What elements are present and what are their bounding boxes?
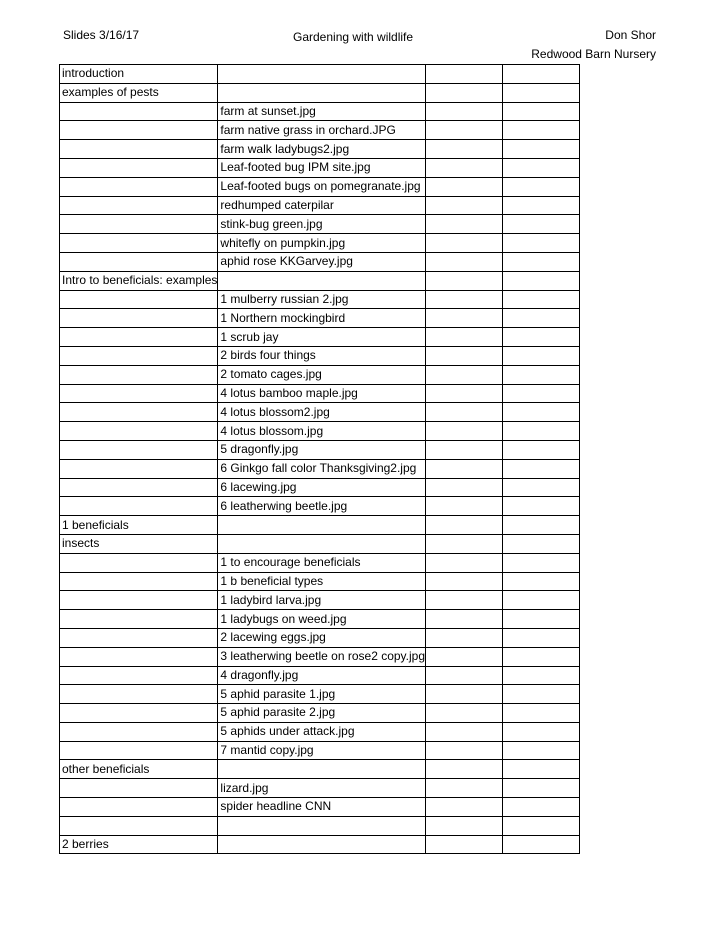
- slide-file-cell: [218, 65, 426, 84]
- section-cell: [60, 121, 218, 140]
- table-row: [60, 534, 580, 553]
- slide-file-cell: 1 Northern mockingbird: [218, 309, 426, 328]
- empty-cell: [426, 497, 503, 516]
- empty-cell: [503, 158, 580, 177]
- header-organization: Redwood Barn Nursery: [531, 47, 656, 61]
- section-cell: [60, 478, 218, 497]
- section-cell: [60, 647, 218, 666]
- empty-cell: [503, 384, 580, 403]
- empty-cell: [426, 816, 503, 835]
- empty-cell: [503, 177, 580, 196]
- slide-file-cell: Leaf-footed bugs on pomegranate.jpg: [218, 177, 426, 196]
- empty-cell: [426, 478, 503, 497]
- empty-cell: [426, 572, 503, 591]
- table-row: [60, 290, 580, 309]
- empty-cell: [503, 140, 580, 159]
- table-row: [60, 215, 580, 234]
- slide-file-cell: spider headline CNN: [218, 798, 426, 817]
- slide-file-cell: farm walk ladybugs2.jpg: [218, 140, 426, 159]
- slide-file-cell: farm native grass in orchard.JPG: [218, 121, 426, 140]
- section-cell: [60, 741, 218, 760]
- empty-cell: [426, 403, 503, 422]
- slide-file-cell: 2 tomato cages.jpg: [218, 365, 426, 384]
- empty-cell: [426, 65, 503, 84]
- section-cell: [60, 779, 218, 798]
- section-cell: [60, 196, 218, 215]
- empty-cell: [426, 516, 503, 535]
- slide-list-table: [59, 64, 580, 854]
- empty-cell: [503, 704, 580, 723]
- section-cell: [60, 628, 218, 647]
- section-cell: other beneficials: [60, 760, 218, 779]
- slide-file-cell: 1 scrub jay: [218, 328, 426, 347]
- empty-cell: [426, 666, 503, 685]
- slide-file-cell: [218, 83, 426, 102]
- slide-file-cell: 4 lotus blossom.jpg: [218, 422, 426, 441]
- empty-cell: [426, 234, 503, 253]
- empty-cell: [426, 215, 503, 234]
- slide-file-cell: [218, 516, 426, 535]
- section-cell: [60, 591, 218, 610]
- empty-cell: [503, 252, 580, 271]
- slide-file-cell: 1 ladybugs on weed.jpg: [218, 610, 426, 629]
- empty-cell: [426, 365, 503, 384]
- table-row: [60, 234, 580, 253]
- empty-cell: [426, 121, 503, 140]
- empty-cell: [426, 309, 503, 328]
- table-row: [60, 722, 580, 741]
- section-cell: [60, 234, 218, 253]
- table-row: [60, 835, 580, 854]
- table-row: [60, 196, 580, 215]
- table-row: [60, 102, 580, 121]
- empty-cell: [503, 403, 580, 422]
- empty-cell: [426, 271, 503, 290]
- empty-cell: [503, 666, 580, 685]
- slide-file-cell: 1 ladybird larva.jpg: [218, 591, 426, 610]
- empty-cell: [503, 346, 580, 365]
- table-row: [60, 779, 580, 798]
- slide-file-cell: farm at sunset.jpg: [218, 102, 426, 121]
- empty-cell: [426, 140, 503, 159]
- section-cell: [60, 459, 218, 478]
- section-cell: [60, 572, 218, 591]
- empty-cell: [503, 628, 580, 647]
- table-row: [60, 158, 580, 177]
- slide-file-cell: Leaf-footed bug IPM site.jpg: [218, 158, 426, 177]
- empty-cell: [426, 798, 503, 817]
- table-row: [60, 591, 580, 610]
- empty-cell: [426, 102, 503, 121]
- empty-cell: [503, 534, 580, 553]
- table-row: [60, 177, 580, 196]
- slide-file-cell: 6 leatherwing beetle.jpg: [218, 497, 426, 516]
- section-cell: [60, 685, 218, 704]
- slide-file-cell: 2 birds four things: [218, 346, 426, 365]
- empty-cell: [503, 591, 580, 610]
- empty-cell: [426, 459, 503, 478]
- empty-cell: [503, 497, 580, 516]
- section-cell: [60, 328, 218, 347]
- empty-cell: [426, 647, 503, 666]
- empty-cell: [426, 196, 503, 215]
- slide-file-cell: [218, 835, 426, 854]
- section-cell: 2 berries: [60, 835, 218, 854]
- empty-cell: [503, 459, 580, 478]
- empty-cell: [503, 290, 580, 309]
- slide-file-cell: [218, 760, 426, 779]
- table-row: [60, 459, 580, 478]
- table-row: [60, 384, 580, 403]
- empty-cell: [503, 610, 580, 629]
- slide-file-cell: [218, 271, 426, 290]
- table-row: [60, 440, 580, 459]
- section-cell: introduction: [60, 65, 218, 84]
- section-cell: [60, 798, 218, 817]
- slide-file-cell: 6 Ginkgo fall color Thanksgiving2.jpg: [218, 459, 426, 478]
- empty-cell: [503, 572, 580, 591]
- empty-cell: [503, 779, 580, 798]
- empty-cell: [503, 309, 580, 328]
- slide-file-cell: 6 lacewing.jpg: [218, 478, 426, 497]
- table-row: [60, 704, 580, 723]
- empty-cell: [426, 252, 503, 271]
- empty-cell: [426, 704, 503, 723]
- empty-cell: [503, 816, 580, 835]
- section-cell: Intro to beneficials: examples: [60, 271, 218, 290]
- empty-cell: [503, 271, 580, 290]
- empty-cell: [503, 741, 580, 760]
- empty-cell: [426, 83, 503, 102]
- section-cell: [60, 177, 218, 196]
- empty-cell: [503, 760, 580, 779]
- section-cell: [60, 215, 218, 234]
- section-cell: [60, 384, 218, 403]
- empty-cell: [426, 534, 503, 553]
- table-row: [60, 741, 580, 760]
- table-row: [60, 610, 580, 629]
- table-row: [60, 760, 580, 779]
- slide-file-cell: lizard.jpg: [218, 779, 426, 798]
- empty-cell: [503, 478, 580, 497]
- table-row: [60, 798, 580, 817]
- empty-cell: [426, 290, 503, 309]
- section-cell: [60, 610, 218, 629]
- table-row: [60, 65, 580, 84]
- empty-cell: [426, 384, 503, 403]
- slide-file-cell: 4 dragonfly.jpg: [218, 666, 426, 685]
- empty-cell: [426, 610, 503, 629]
- slide-file-cell: 4 lotus bamboo maple.jpg: [218, 384, 426, 403]
- empty-cell: [426, 422, 503, 441]
- empty-cell: [426, 440, 503, 459]
- table-row: [60, 121, 580, 140]
- slide-file-cell: [218, 816, 426, 835]
- table-row: [60, 497, 580, 516]
- empty-cell: [503, 365, 580, 384]
- empty-cell: [426, 328, 503, 347]
- empty-cell: [503, 196, 580, 215]
- section-cell: [60, 722, 218, 741]
- empty-cell: [426, 760, 503, 779]
- empty-cell: [503, 722, 580, 741]
- empty-cell: [503, 121, 580, 140]
- section-cell: [60, 102, 218, 121]
- table-row: [60, 666, 580, 685]
- empty-cell: [426, 158, 503, 177]
- slide-file-cell: 5 aphid parasite 2.jpg: [218, 704, 426, 723]
- empty-cell: [426, 553, 503, 572]
- section-cell: [60, 252, 218, 271]
- slide-file-cell: 7 mantid copy.jpg: [218, 741, 426, 760]
- empty-cell: [426, 779, 503, 798]
- table-row: [60, 572, 580, 591]
- empty-cell: [503, 422, 580, 441]
- table-row: [60, 628, 580, 647]
- table-row: [60, 309, 580, 328]
- section-cell: [60, 666, 218, 685]
- empty-cell: [503, 553, 580, 572]
- slide-file-cell: stink-bug green.jpg: [218, 215, 426, 234]
- slide-file-cell: [218, 534, 426, 553]
- slide-file-cell: 1 b beneficial types: [218, 572, 426, 591]
- table-row: [60, 252, 580, 271]
- empty-cell: [503, 102, 580, 121]
- empty-cell: [426, 346, 503, 365]
- slide-file-cell: 5 aphids under attack.jpg: [218, 722, 426, 741]
- empty-cell: [503, 647, 580, 666]
- table-row: [60, 516, 580, 535]
- empty-cell: [503, 83, 580, 102]
- section-cell: [60, 140, 218, 159]
- table-row: [60, 346, 580, 365]
- section-cell: [60, 704, 218, 723]
- table-row: [60, 478, 580, 497]
- section-cell: [60, 346, 218, 365]
- header-title: Gardening with wildlife: [293, 30, 414, 44]
- table-row: [60, 403, 580, 422]
- section-cell: [60, 440, 218, 459]
- empty-cell: [503, 516, 580, 535]
- section-cell: 1 beneficials: [60, 516, 218, 535]
- table-row: [60, 140, 580, 159]
- section-cell: [60, 365, 218, 384]
- header-author: Don Shor: [605, 28, 656, 42]
- section-cell: [60, 290, 218, 309]
- empty-cell: [503, 685, 580, 704]
- section-cell: [60, 553, 218, 572]
- empty-cell: [426, 741, 503, 760]
- slide-file-cell: 5 dragonfly.jpg: [218, 440, 426, 459]
- section-cell: [60, 309, 218, 328]
- empty-cell: [426, 177, 503, 196]
- section-cell: [60, 422, 218, 441]
- empty-cell: [426, 722, 503, 741]
- empty-cell: [503, 65, 580, 84]
- section-cell: [60, 403, 218, 422]
- table-row: [60, 422, 580, 441]
- table-row: [60, 647, 580, 666]
- empty-cell: [426, 591, 503, 610]
- slide-file-cell: aphid rose KKGarvey.jpg: [218, 252, 426, 271]
- table-row: [60, 685, 580, 704]
- slide-file-cell: 1 to encourage beneficials: [218, 553, 426, 572]
- section-cell: examples of pests: [60, 83, 218, 102]
- empty-cell: [503, 798, 580, 817]
- slide-file-cell: redhumped caterpilar: [218, 196, 426, 215]
- header-slides-date: Slides 3/16/17: [63, 28, 140, 42]
- table-row: [60, 328, 580, 347]
- table-row: [60, 553, 580, 572]
- table-row: [60, 816, 580, 835]
- empty-cell: [503, 215, 580, 234]
- section-cell: [60, 158, 218, 177]
- empty-cell: [503, 328, 580, 347]
- empty-cell: [503, 440, 580, 459]
- section-cell: [60, 497, 218, 516]
- slide-file-cell: whitefly on pumpkin.jpg: [218, 234, 426, 253]
- table-row: [60, 365, 580, 384]
- empty-cell: [503, 234, 580, 253]
- slide-file-cell: 3 leatherwing beetle on rose2 copy.jpg: [218, 647, 426, 666]
- slide-file-cell: 5 aphid parasite 1.jpg: [218, 685, 426, 704]
- slide-file-cell: 2 lacewing eggs.jpg: [218, 628, 426, 647]
- empty-cell: [426, 835, 503, 854]
- empty-cell: [426, 685, 503, 704]
- empty-cell: [426, 628, 503, 647]
- empty-cell: [503, 835, 580, 854]
- section-cell: insects: [60, 534, 218, 553]
- slide-file-cell: 4 lotus blossom2.jpg: [218, 403, 426, 422]
- table-row: [60, 271, 580, 290]
- section-cell: [60, 816, 218, 835]
- slide-file-cell: 1 mulberry russian 2.jpg: [218, 290, 426, 309]
- table-row: [60, 83, 580, 102]
